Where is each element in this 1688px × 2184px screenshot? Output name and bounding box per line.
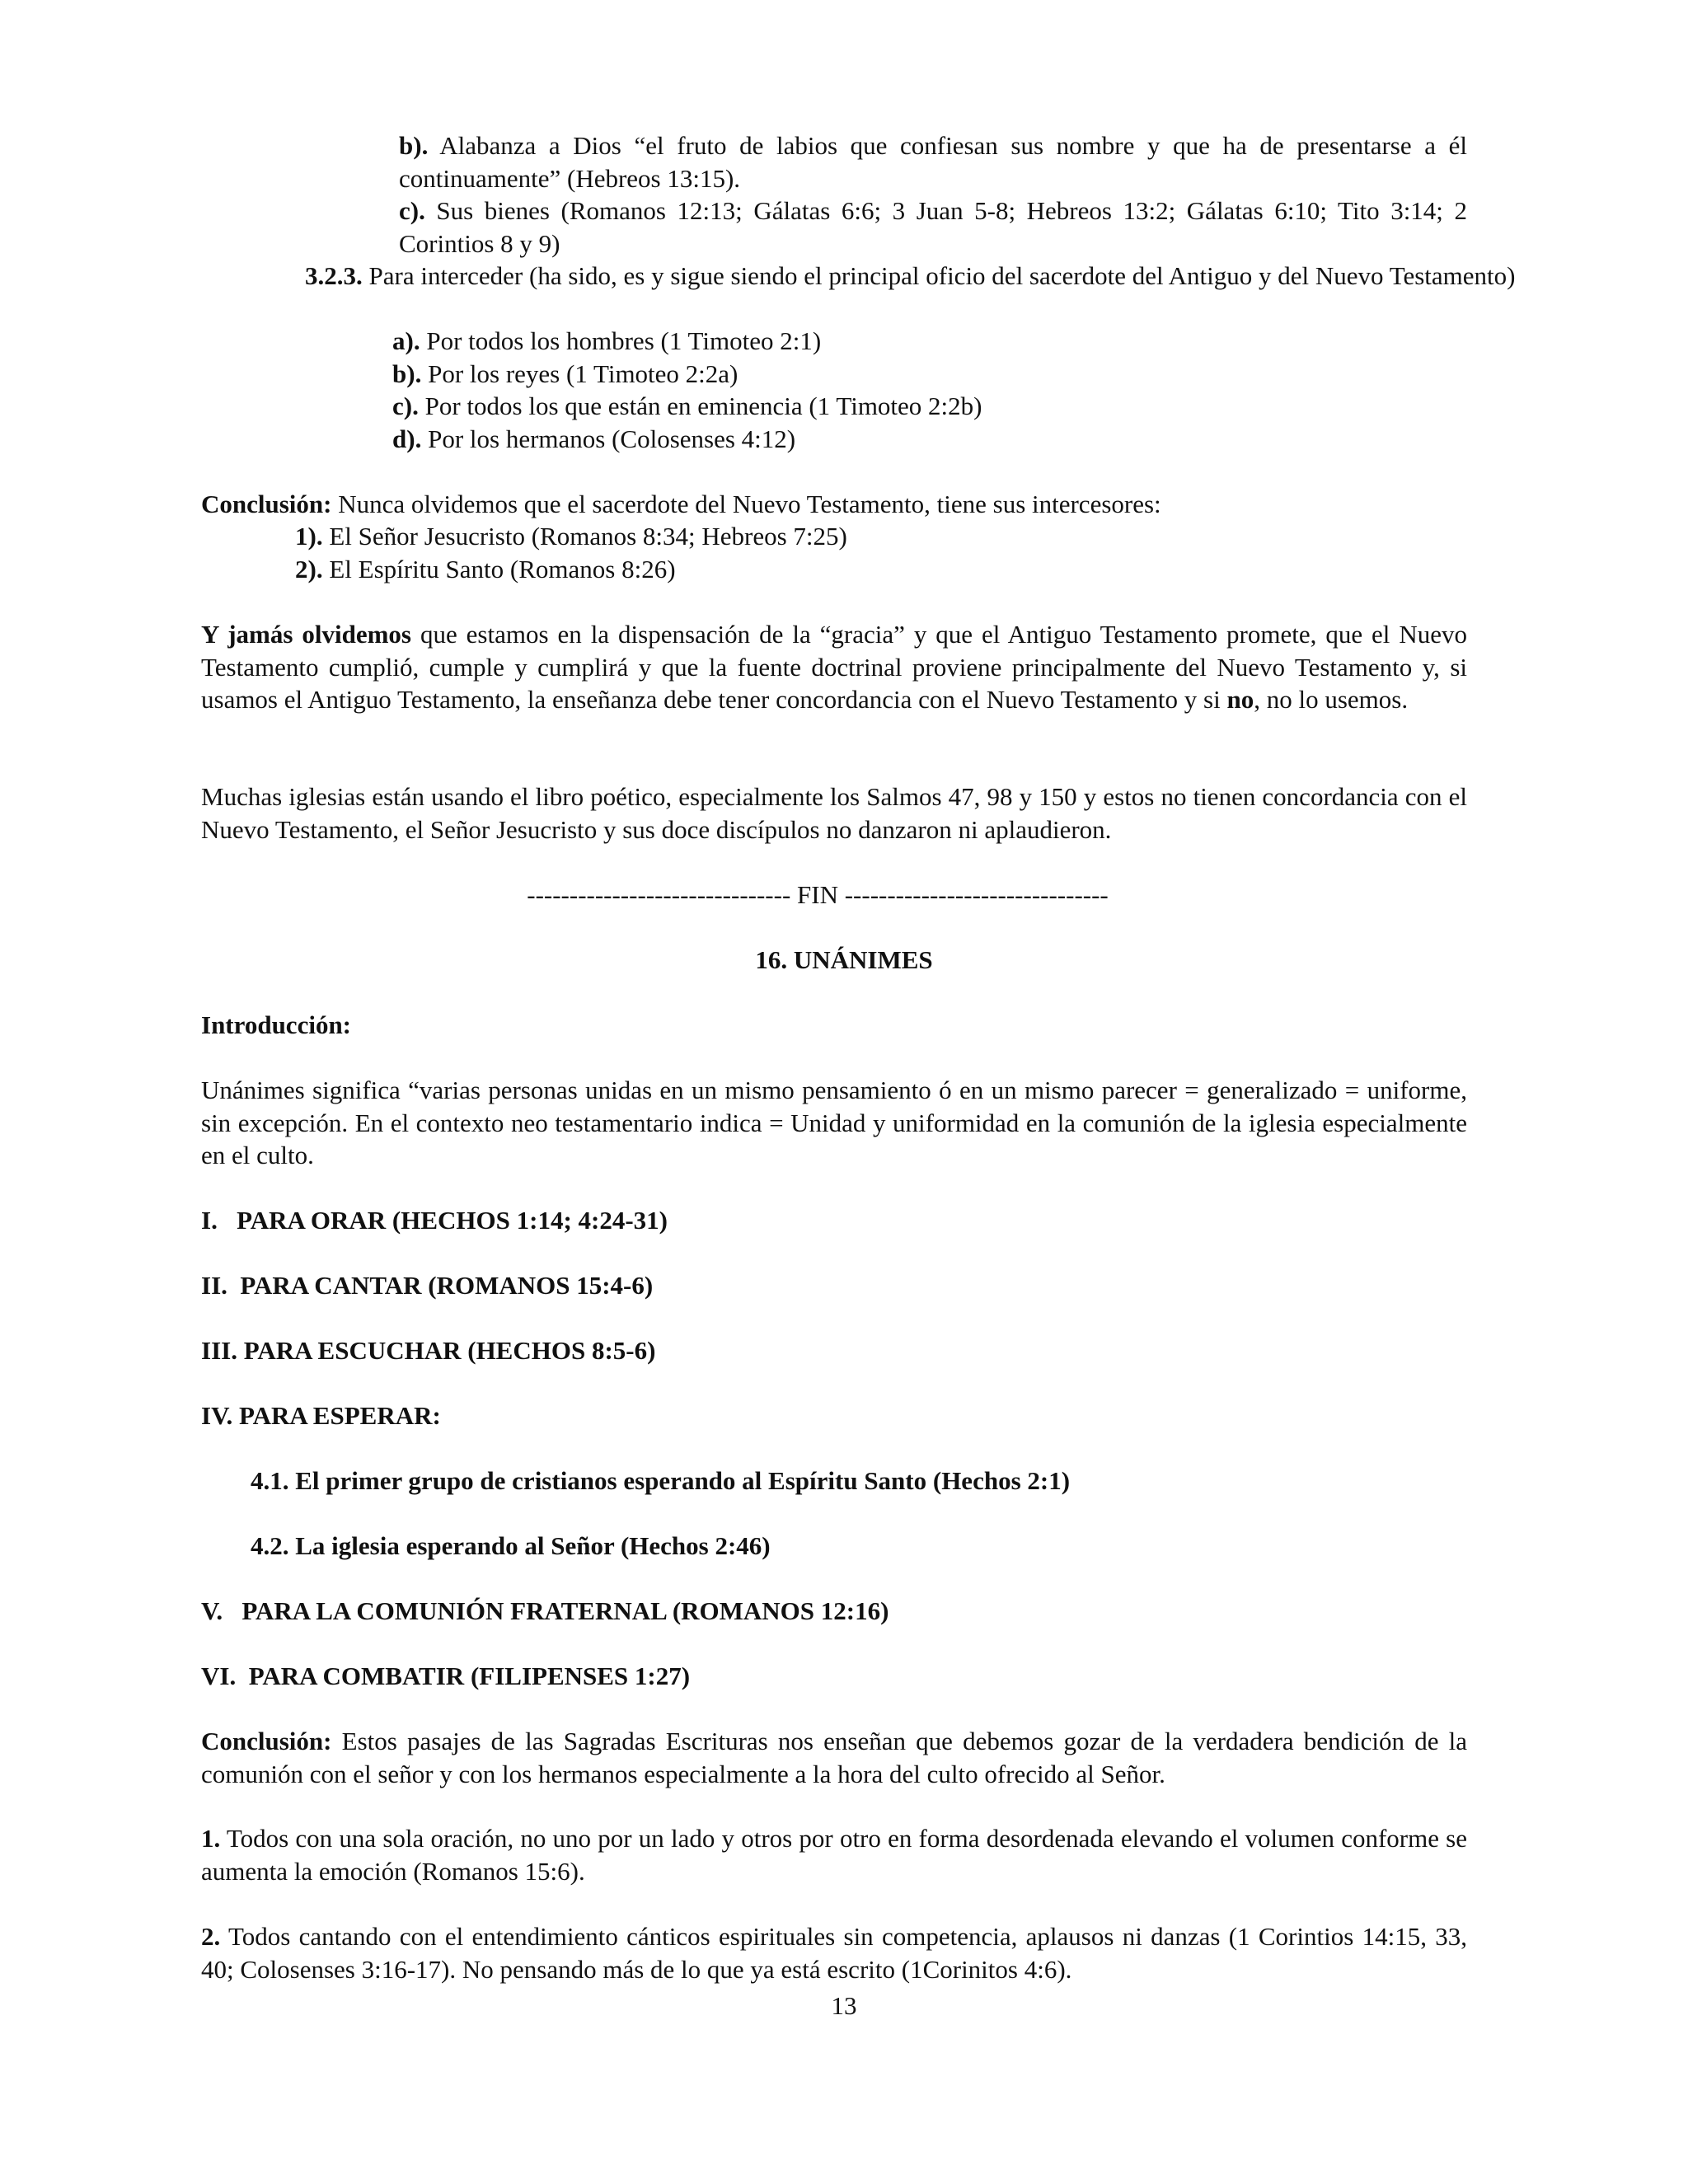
intro-paragraph: Unánimes significa “varias personas unidas en un mismo pensamiento ó en un mismo parecer = generalizado = uniforme, sin excepción. En el contexto neo testamentario indica = Unidad y uniformidad en la comunión de la iglesia especialmente en el culto. (201, 1076, 1467, 1169)
page-number: 13 (831, 1991, 857, 2020)
heading-comunion-fraternal: V. PARA LA COMUNIÓN FRATERNAL (ROMANOS 12:16) (201, 1596, 889, 1625)
heading-para-combatir: VI. PARA COMBATIR (FILIPENSES 1:27) (201, 1661, 691, 1690)
item-b-alabanza: b). Alabanza a Dios “el fruto de labios que confiesan sus nombre y que ha de presentarse a él continuamente” (Hebreos 13:15). (399, 131, 1467, 193)
heading-para-orar: I. PARA ORAR (HECHOS 1:14; 4:24-31) (201, 1206, 668, 1235)
conclusion-unanimes: Conclusión: Estos pasajes de las Sagradas Escrituras nos enseñan que debemos gozar de la verdadera bendición de la comunión con el señor y con los hermanos especialmente a la hora del culto ofrecido al Señor. (201, 1727, 1467, 1788)
paragraph-jamas-olvidemos: Y jamás olvidemos que estamos en la dispensación de la “gracia” y que el Antiguo Testamento promete, que el Nuevo Testamento cumplió, cumple y cumplirá y que la fuente doctrinal proviene principalmente del Nuevo Testamento y, si usamos el Antiguo Testamento, la enseñanza debe tener concordancia con el Nuevo Testamento y si no, no lo usemos. (201, 620, 1468, 714)
heading-para-cantar: II. PARA CANTAR (ROMANOS 15:4-6) (201, 1271, 654, 1300)
subheading-4-1: 4.1. El primer grupo de cristianos esperando al Espíritu Santo (Hechos 2:1) (251, 1466, 1071, 1495)
fin-separator: ------------------------------- FIN ------------------------------- (527, 880, 1109, 909)
heading-para-esperar: IV. PARA ESPERAR: (201, 1401, 441, 1430)
point-2: 2. Todos cantando con el entendimiento cánticos espirituales sin competencia, aplausos ni danzas (1 Corintios 14:15, 33, 40; Colosenses 3:16-17). No pensando más de lo que ya está escrito (1Corinitos 4:6). (201, 1922, 1467, 1984)
conclusion-intercesores: Conclusión: Nunca olvidemos que el sacerdote del Nuevo Testamento, tiene sus intercesores: (201, 490, 1161, 518)
item-c-bienes: c). Sus bienes (Romanos 12:13; Gálatas 6:6; 3 Juan 5-8; Hebreos 13:2; Gálatas 6:10; Tito 3:14; 2 Corintios 8 y 9) (399, 196, 1467, 258)
intercesor-2: 2). El Espíritu Santo (Romanos 8:26) (295, 555, 676, 583)
subheading-4-2: 4.2. La iglesia esperando al Señor (Hechos 2:46) (251, 1531, 771, 1560)
intercede-item-d: d). Por los hermanos (Colosenses 4:12) (392, 424, 796, 453)
intercede-item-a: a). Por todos los hombres (1 Timoteo 2:1) (392, 326, 822, 355)
intro-heading: Introducción: (201, 1010, 352, 1039)
heading-para-escuchar: III. PARA ESCUCHAR (HECHOS 8:5-6) (201, 1336, 656, 1365)
point-1: 1. Todos con una sola oración, no uno por un lado y otros por otro en forma desordenada elevando el volumen conforme se aumenta la emoción (Romanos 15:6). (201, 1824, 1467, 1886)
item-3-2-3-interceder: 3.2.3. Para interceder (ha sido, es y sigue siendo el principal oficio del sacerdote del Antiguo y del Nuevo Testamento) (305, 261, 1516, 290)
intercede-item-c: c). Por todos los que están en eminencia (1 Timoteo 2:2b) (392, 391, 982, 420)
intercede-item-b: b). Por los reyes (1 Timoteo 2:2a) (392, 359, 738, 388)
paragraph-muchas-iglesias: Muchas iglesias están usando el libro poético, especialmente los Salmos 47, 98 y 150 y estos no tienen concordancia con el Nuevo Testamento, el Señor Jesucristo y sus doce discípulos no danzaron ni aplaudieron. (201, 782, 1467, 844)
section-title: 16. UNÁNIMES (755, 945, 933, 974)
intercesor-1: 1). El Señor Jesucristo (Romanos 8:34; Hebreos 7:25) (295, 522, 847, 551)
